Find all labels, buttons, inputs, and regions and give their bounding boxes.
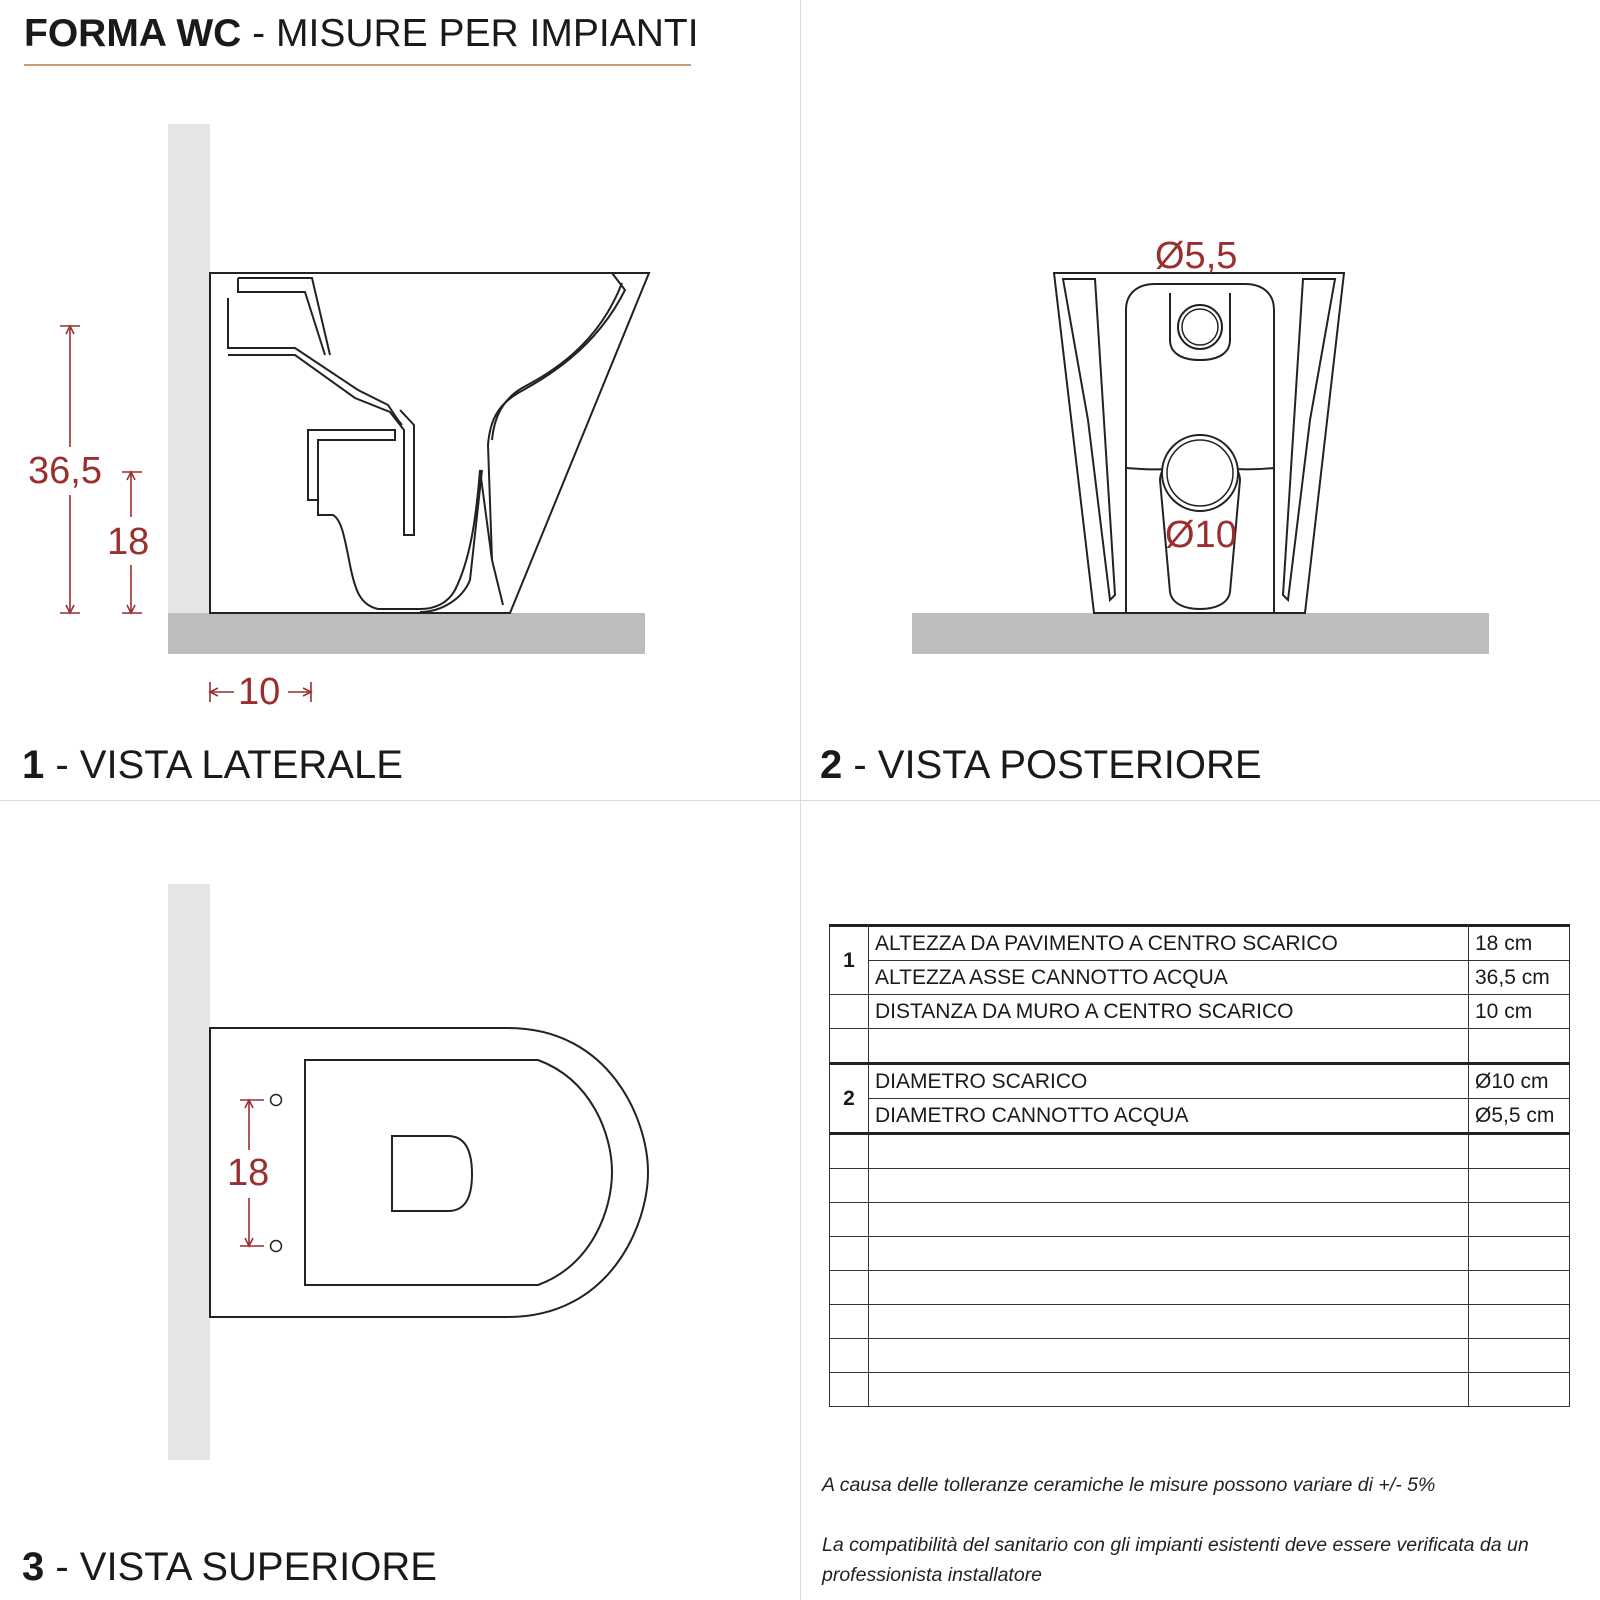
table-cell-label: ALTEZZA DA PAVIMENTO A CENTRO SCARICO (869, 926, 1469, 961)
table-cell-empty (830, 995, 869, 1029)
page-title-rest: - MISURE PER IMPIANTI (241, 12, 699, 55)
table-cell-label: DISTANZA DA MURO A CENTRO SCARICO (869, 995, 1469, 1029)
side-view-drawing (60, 124, 649, 702)
view-label-top (22, 1545, 437, 1590)
table-cell-empty (869, 1373, 1469, 1407)
table-cell-empty (869, 1029, 1469, 1064)
table-cell-label: DIAMETRO SCARICO (869, 1064, 1469, 1099)
view-name-top: - VISTA SUPERIORE (44, 1545, 437, 1589)
table-cell-empty (869, 1134, 1469, 1169)
top-toilet-outline (210, 1028, 648, 1317)
side-wall (168, 124, 210, 654)
table-cell-empty (830, 1134, 869, 1169)
table-cell-empty (830, 1271, 869, 1305)
table-cell-value: Ø10 cm (1469, 1064, 1570, 1099)
table-cell-label: ALTEZZA ASSE CANNOTTO ACQUA (869, 961, 1469, 995)
table-cell-empty (830, 1339, 869, 1373)
table-cell-empty (1469, 1237, 1570, 1271)
side-dim-drain-height-label: 18 (107, 521, 150, 563)
table-row (830, 1305, 1570, 1339)
side-floor (168, 613, 645, 654)
table-group-number: 2 (830, 1064, 869, 1134)
rear-water-inlet-outer (1178, 305, 1222, 349)
table-cell-empty (869, 1271, 1469, 1305)
table-cell-value: 10 cm (1469, 995, 1570, 1029)
rear-view-drawing (912, 273, 1489, 654)
top-fixing-hole-lower (271, 1241, 282, 1252)
table-cell-empty (830, 1029, 869, 1064)
table-cell-empty (869, 1203, 1469, 1237)
table-cell-empty (1469, 1134, 1570, 1169)
view-number-rear: 2 (820, 743, 843, 787)
table-row (830, 1271, 1570, 1305)
rear-dim-drain-diameter-label: Ø10 (1165, 514, 1237, 556)
table-cell-empty (830, 1373, 869, 1407)
rear-dim-water-diameter-label: Ø5,5 (1155, 235, 1238, 277)
table-row (830, 961, 1570, 995)
table-cell-empty (1469, 1339, 1570, 1373)
table-row (830, 1203, 1570, 1237)
view-label-side (22, 743, 403, 788)
table-row (830, 1029, 1570, 1064)
table-cell-empty (1469, 1373, 1570, 1407)
view-name-side: - VISTA LATERALE (44, 743, 403, 787)
table-cell-empty (1469, 1271, 1570, 1305)
table-cell-empty (830, 1237, 869, 1271)
compatibility-note: La compatibilità del sanitario con gli impianti esistenti deve essere verificata da un professionista installatore (822, 1534, 1529, 1586)
table-row (830, 1339, 1570, 1373)
table-cell-empty (1469, 1029, 1570, 1064)
table-row (830, 1099, 1570, 1134)
table-group-number: 1 (830, 926, 869, 995)
table-row (830, 1237, 1570, 1271)
table-cell-empty (1469, 1305, 1570, 1339)
table-row (830, 995, 1570, 1029)
table-cell-empty (869, 1169, 1469, 1203)
side-dim-water-height-label: 36,5 (28, 450, 102, 492)
page-title-bold: FORMA WC (24, 12, 242, 55)
spec-table (829, 924, 1570, 1407)
table-cell-empty (1469, 1169, 1570, 1203)
table-cell-empty (1469, 1203, 1570, 1237)
rear-floor (912, 613, 1489, 654)
table-row (830, 1373, 1570, 1407)
table-cell-empty (830, 1305, 869, 1339)
view-number-top: 3 (22, 1545, 45, 1589)
side-toilet-outline (210, 273, 649, 613)
table-cell-empty (830, 1203, 869, 1237)
rear-water-inlet-inner (1182, 309, 1218, 345)
table-cell-empty (869, 1237, 1469, 1271)
view-number-side: 1 (22, 743, 45, 787)
table-cell-empty (869, 1339, 1469, 1373)
table-cell-label: DIAMETRO CANNOTTO ACQUA (869, 1099, 1469, 1134)
top-fixing-hole-upper (271, 1095, 282, 1106)
table-cell-value: 36,5 cm (1469, 961, 1570, 995)
table-cell-value: Ø5,5 cm (1469, 1099, 1570, 1134)
table-cell-empty (869, 1305, 1469, 1339)
side-dim-wall-distance-label: 10 (238, 671, 281, 713)
table-cell-value: 18 cm (1469, 926, 1570, 961)
top-wall (168, 884, 210, 1460)
table-row (830, 1134, 1570, 1169)
view-name-rear: - VISTA POSTERIORE (842, 743, 1262, 787)
top-dim-fixing-label: 18 (227, 1152, 270, 1194)
table-row (830, 1064, 1570, 1099)
view-label-rear (820, 743, 1262, 788)
table-row (830, 1169, 1570, 1203)
tolerance-note: A causa delle tolleranze ceramiche le misure possono variare di +/- 5% (822, 1474, 1436, 1496)
rear-drain-outer (1162, 435, 1238, 511)
table-cell-empty (830, 1169, 869, 1203)
table-row (830, 926, 1570, 961)
